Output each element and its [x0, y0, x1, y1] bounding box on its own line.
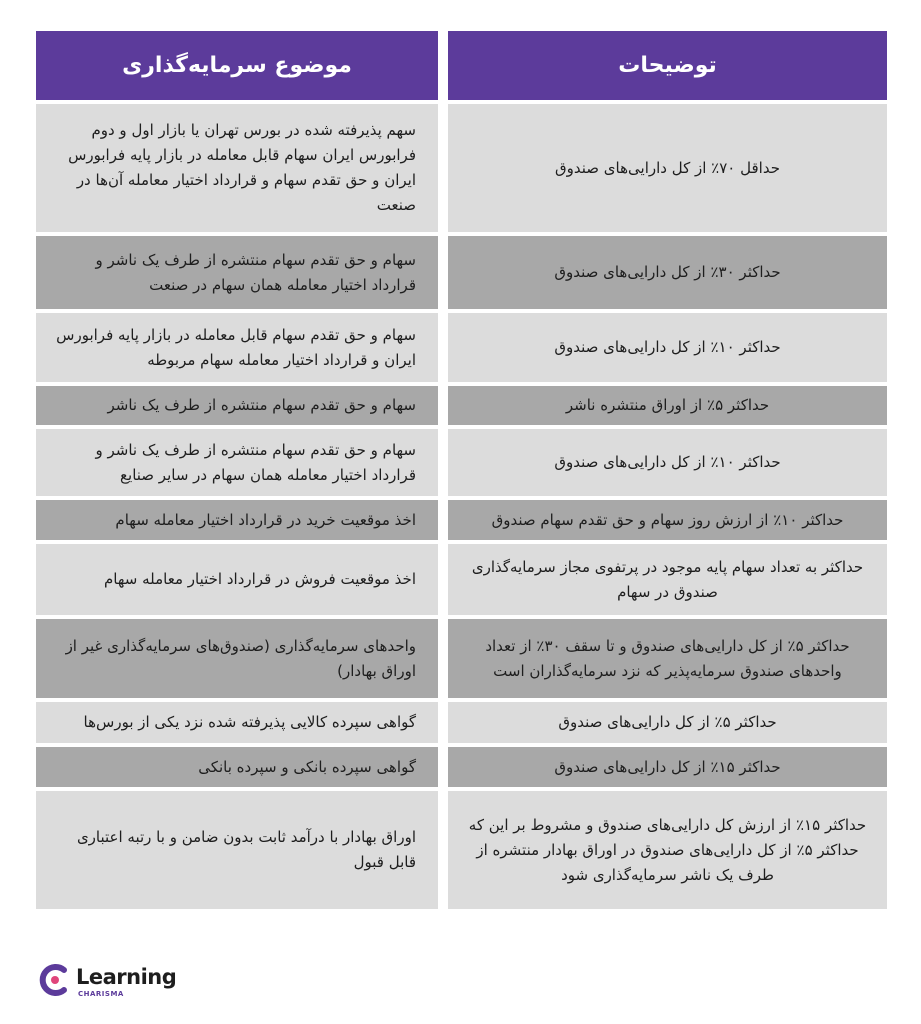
- row-description: حداکثر ۱۵٪ از کل دارایی‌های صندوق: [448, 747, 887, 787]
- header-subject: موضوع سرمایه‌گذاری: [36, 31, 438, 100]
- row-description: حداکثر ۱۰٪ از کل دارایی‌های صندوق: [448, 313, 887, 382]
- logo-icon: [38, 963, 72, 997]
- row-description: حداکثر ۵٪ از کل دارایی‌های صندوق و تا سقف ۳۰٪ از تعداد واحدهای صندوق سرمایه‌پذیر که نزد سرمایه‌گذاران است: [448, 619, 887, 698]
- row-subject: اخذ موقعیت فروش در قرارداد اختیار معامله سهام: [36, 544, 438, 615]
- row-subject: گواهی سپرده بانکی و سپرده بانکی: [36, 747, 438, 787]
- row-description: حداکثر ۵٪ از اوراق منتشره ناشر: [448, 386, 887, 425]
- row-subject: سهام و حق تقدم سهام قابل معامله در بازار پایه فرابورس ایران و قرارداد اختیار معامله سهام مربوطه: [36, 313, 438, 382]
- row-subject: واحدهای سرمایه‌گذاری (صندوق‌های سرمایه‌گذاری غیر از اوراق بهادار): [36, 619, 438, 698]
- row-subject: اخذ موقعیت خرید در قرارداد اختیار معامله سهام: [36, 500, 438, 540]
- row-subject: سهام و حق تقدم سهام منتشره از طرف یک ناشر: [36, 386, 438, 425]
- header-description: توضیحات: [448, 31, 887, 100]
- row-description: حداقل ۷۰٪ از کل دارایی‌های صندوق: [448, 104, 887, 232]
- investment-table: [36, 31, 887, 909]
- row-subject: اوراق بهادار با درآمد ثابت بدون ضامن و با رتبه اعتباری قابل قبول: [36, 791, 438, 909]
- row-description: حداکثر ۵٪ از کل دارایی‌های صندوق: [448, 702, 887, 743]
- row-description: حداکثر ۱۰٪ از کل دارایی‌های صندوق: [448, 429, 887, 496]
- row-description: حداکثر ۱۵٪ از ارزش کل دارایی‌های صندوق و مشروط بر این که حداکثر ۵٪ از کل دارایی‌های صندوق در اوراق بهادار منتشره از طرف یک ناشر سرمایه‌گذاری شود: [448, 791, 887, 909]
- logo-tagline: CHARISMA: [78, 990, 124, 998]
- row-description: حداکثر ۱۰٪ از ارزش روز سهام و حق تقدم سهام صندوق: [448, 500, 887, 540]
- row-subject: گواهی سپرده کالایی پذیرفته شده نزد یکی از بورس‌ها: [36, 702, 438, 743]
- row-subject: سهم پذیرفته شده در بورس تهران یا بازار اول و دوم فرابورس ایران سهام قابل معامله در بازار پایه فرابورس ایران و حق تقدم سهام و قرارداد اختیار معامله آن‌ها در صنعت: [36, 104, 438, 232]
- logo: [38, 963, 178, 1003]
- row-subject: سهام و حق تقدم سهام منتشره از طرف یک ناشر و قرارداد اختیار معامله همان سهام در سایر صنایع: [36, 429, 438, 496]
- logo-wordmark: Learning: [76, 965, 177, 989]
- row-description: حداکثر ۳۰٪ از کل دارایی‌های صندوق: [448, 236, 887, 309]
- row-subject: سهام و حق تقدم سهام منتشره از طرف یک ناشر و قرارداد اختیار معامله همان سهام در صنعت: [36, 236, 438, 309]
- row-description: حداکثر به تعداد سهام پایه موجود در پرتفوی مجاز سرمایه‌گذاری صندوق در سهام: [448, 544, 887, 615]
